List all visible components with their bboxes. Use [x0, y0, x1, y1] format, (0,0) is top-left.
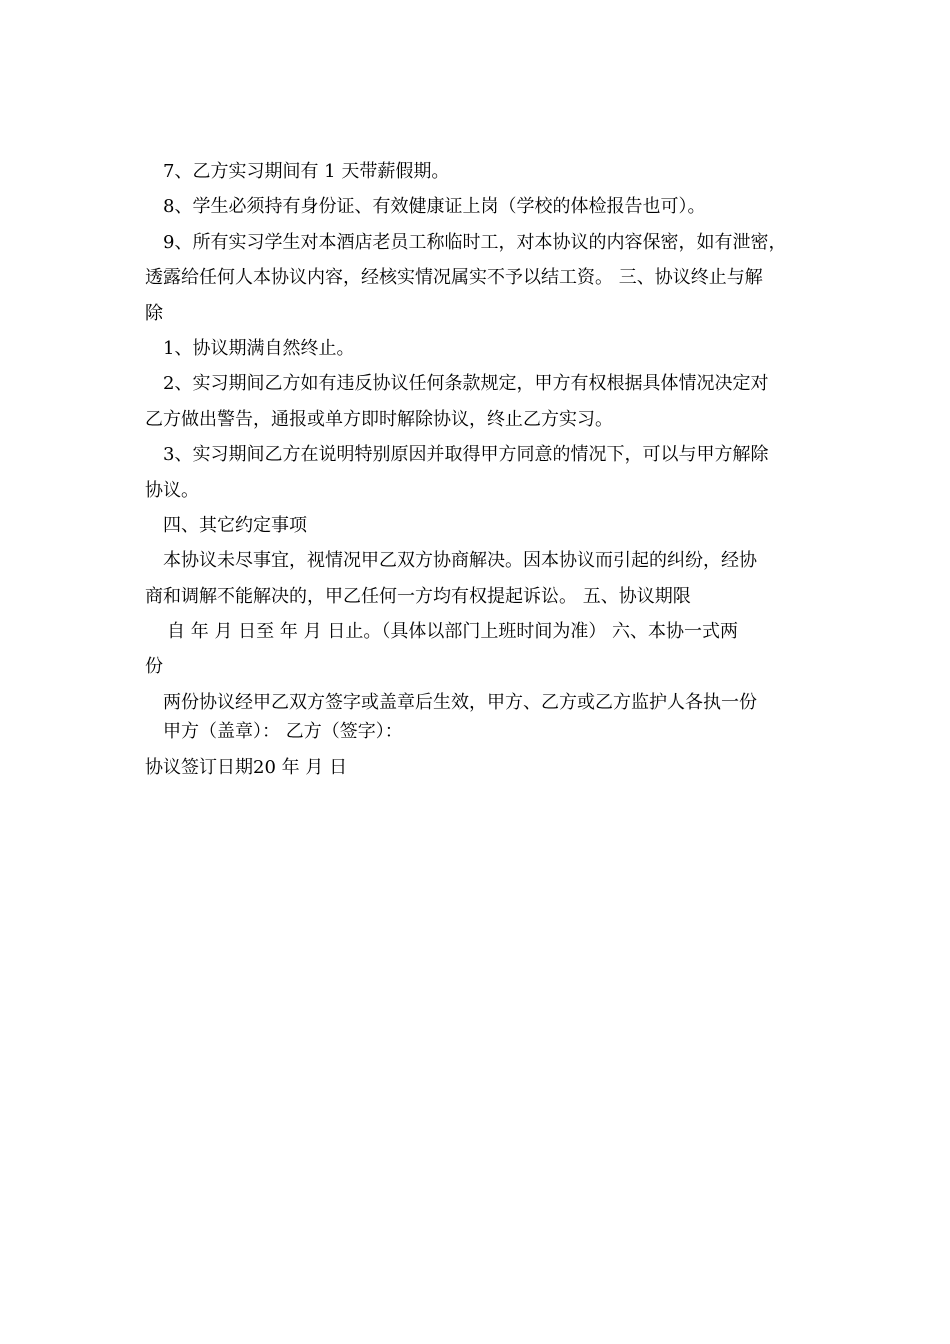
clause-9-line-1: 9、所有实习学生对本酒店老员工称临时工，对本协议的内容保密，如有泄密， [163, 231, 787, 253]
other-matters-line-2: 商和调解不能解决的，甲乙任何一方均有权提起诉讼。 五、协议期限 [145, 585, 691, 607]
signature-line: 甲方（盖章）： 乙方（签字）： [163, 721, 403, 743]
signing-date-line: 协议签订日期20 年 月 日 [145, 756, 348, 778]
termination-clause-2-line-2: 乙方做出警告，通报或单方即时解除协议，终止乙方实习。 [145, 408, 613, 430]
clause-8: 8、学生必须持有身份证、有效健康证上岗（学校的体检报告也可）。 [163, 196, 706, 218]
clause-7: 7、乙方实习期间有 1 天带薪假期。 [163, 161, 450, 182]
agreement-period-line-1: 自 年 月 日至 年 月 日止。（具体以部门上班时间为准） 六、本协一式两 [167, 621, 739, 643]
agreement-period-line-2: 份 [145, 656, 163, 678]
copies-clause: 两份协议经甲乙双方签字或盖章后生效，甲方、乙方或乙方监护人各执一份 [163, 691, 757, 713]
termination-clause-3-line-1: 3、实习期间乙方在说明特别原因并取得甲方同意的情况下，可以与甲方解除 [163, 444, 769, 466]
other-matters-line-1: 本协议未尽事宜，视情况甲乙双方协商解决。因本协议而引起的纠纷，经协 [163, 550, 757, 572]
termination-clause-3-line-2: 协议。 [145, 479, 199, 501]
termination-clause-1: 1、协议期满自然终止。 [163, 337, 355, 359]
clause-9-line-3: 除 [145, 302, 163, 324]
termination-clause-2-line-1: 2、实习期间乙方如有违反协议任何条款规定，甲方有权根据具体情况决定对 [163, 373, 769, 395]
agreement-body [145, 154, 815, 785]
section-heading-other-matters: 四、其它约定事项 [163, 514, 307, 536]
clause-9-line-2: 透露给任何人本协议内容，经核实情况属实不予以结工资。 三、协议终止与解 [145, 267, 763, 289]
